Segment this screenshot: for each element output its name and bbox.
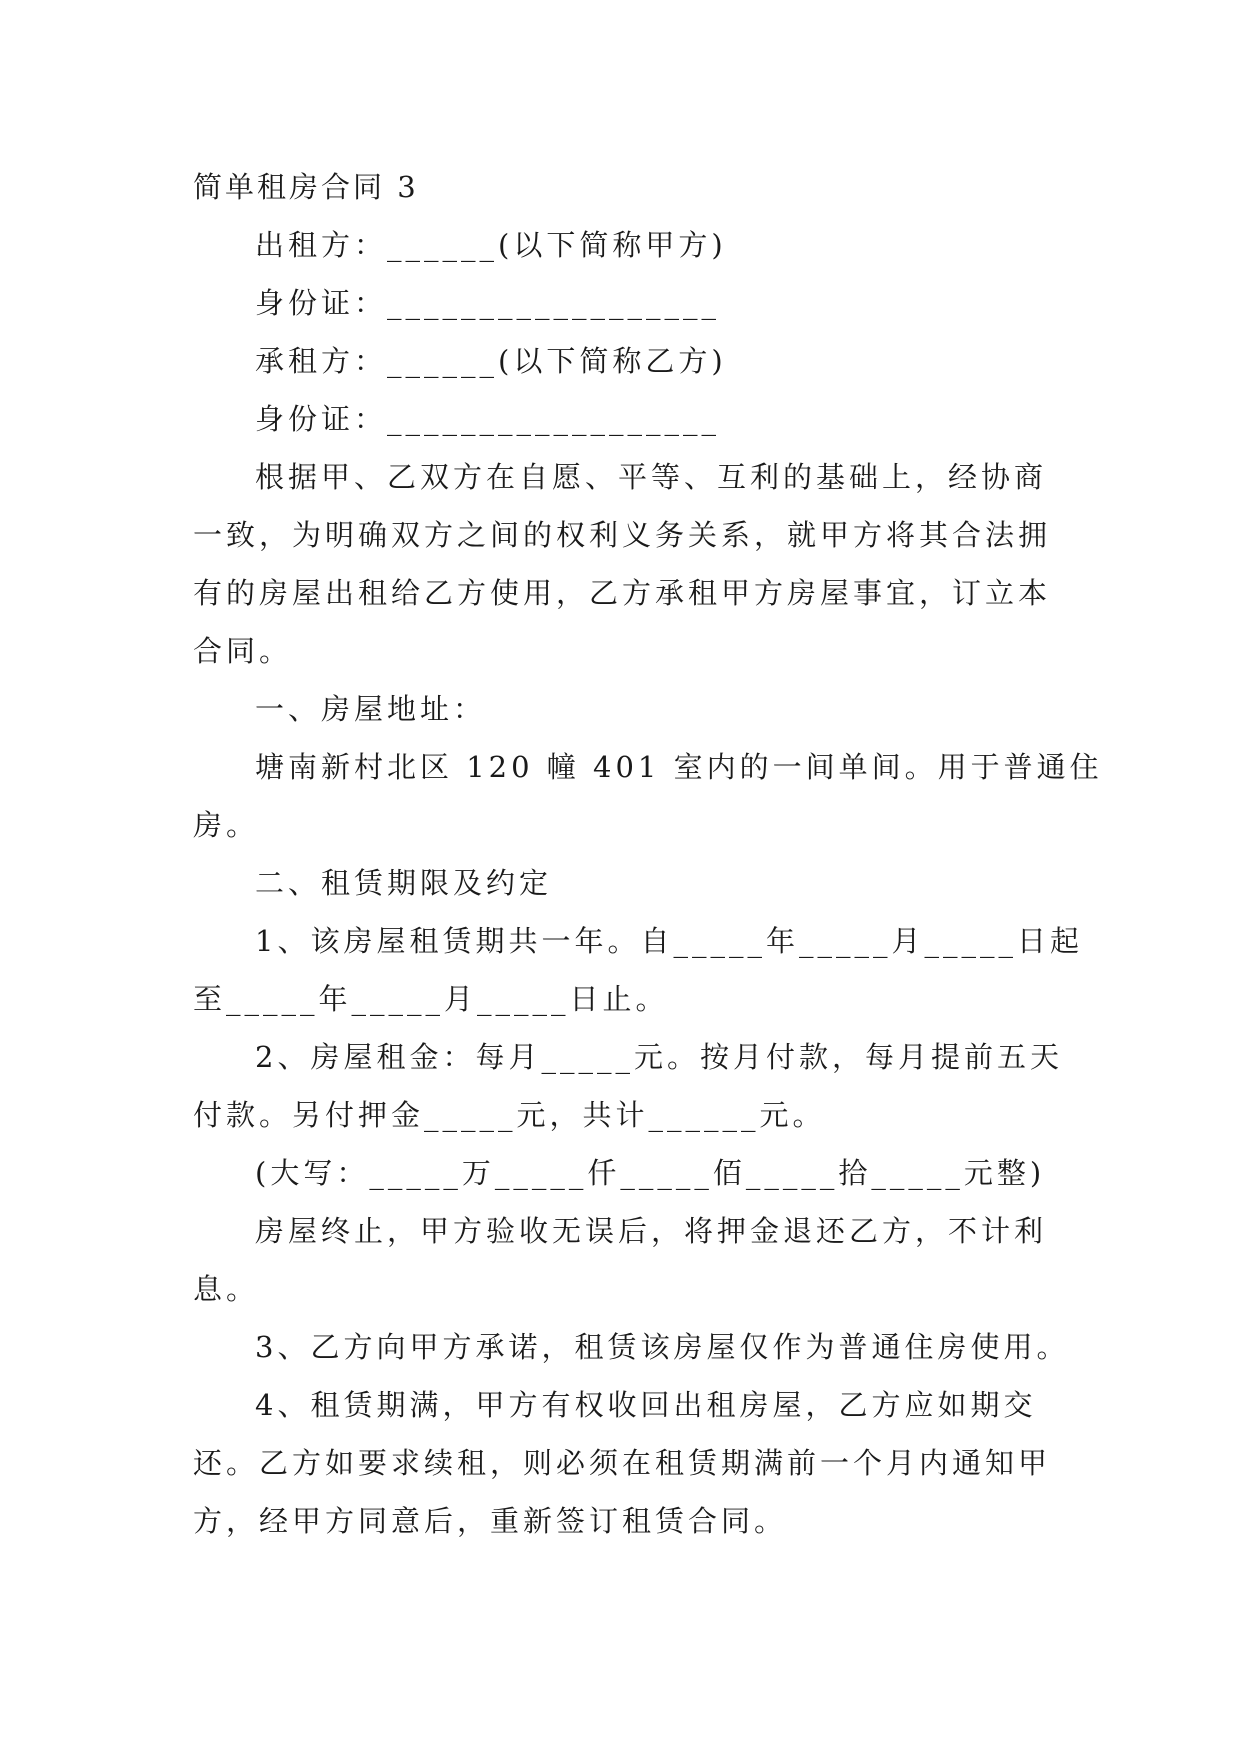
intro-paragraph-line-4: 合同。 — [193, 634, 293, 668]
section2-heading: 二、租赁期限及约定 — [255, 866, 553, 900]
lessor-line: 出租方：______(以下简称甲方) — [255, 228, 727, 262]
deposit-return-line-1: 房屋终止，甲方验收无误后，将押金退还乙方，不计利 — [255, 1214, 1048, 1248]
intro-paragraph-line-1: 根据甲、乙双方在自愿、平等、互利的基础上，经协商 — [255, 460, 1048, 494]
clause4-line-2: 还。乙方如要求续租，则必须在租赁期满前一个月内通知甲 — [193, 1446, 1052, 1480]
lessee-id-line: 身份证：__________________ — [255, 402, 721, 436]
clause3-line: 3、乙方向甲方承诺，租赁该房屋仅作为普通住房使用。 — [255, 1330, 1070, 1364]
clause4-line-1: 4、租赁期满，甲方有权收回出租房屋，乙方应如期交 — [255, 1388, 1037, 1422]
clause1-line-1: 1、该房屋租赁期共一年。自_____年_____月_____日起 — [255, 924, 1083, 958]
clause1-line-2: 至_____年_____月_____日止。 — [193, 982, 669, 1016]
clause2-line-2: 付款。另付押金_____元，共计______元。 — [193, 1098, 826, 1132]
section1-heading: 一、房屋地址： — [255, 692, 487, 726]
contract-body — [193, 158, 1103, 1550]
intro-paragraph-line-2: 一致，为明确双方之间的权利义务关系，就甲方将其合法拥 — [193, 518, 1052, 552]
section1-body-line-1: 塘南新村北区 120 幢 401 室内的一间单间。用于普通住 — [255, 750, 1103, 784]
clause2-line-1: 2、房屋租金：每月_____元。按月付款，每月提前五天 — [255, 1040, 1063, 1074]
deposit-return-line-2: 息。 — [193, 1272, 260, 1306]
clause4-line-3: 方，经甲方同意后，重新签订租赁合同。 — [193, 1504, 788, 1538]
lessor-id-line: 身份证：__________________ — [255, 286, 721, 320]
document-title: 简单租房合同 3 — [193, 170, 419, 204]
lessee-line: 承租方：______(以下简称乙方) — [255, 344, 727, 378]
intro-paragraph-line-3: 有的房屋出租给乙方使用，乙方承租甲方房屋事宜，订立本 — [193, 576, 1052, 610]
capital-amount-line: (大写：_____万_____仟_____佰_____拾_____元整) — [255, 1156, 1046, 1190]
section1-body-line-2: 房。 — [193, 808, 260, 842]
